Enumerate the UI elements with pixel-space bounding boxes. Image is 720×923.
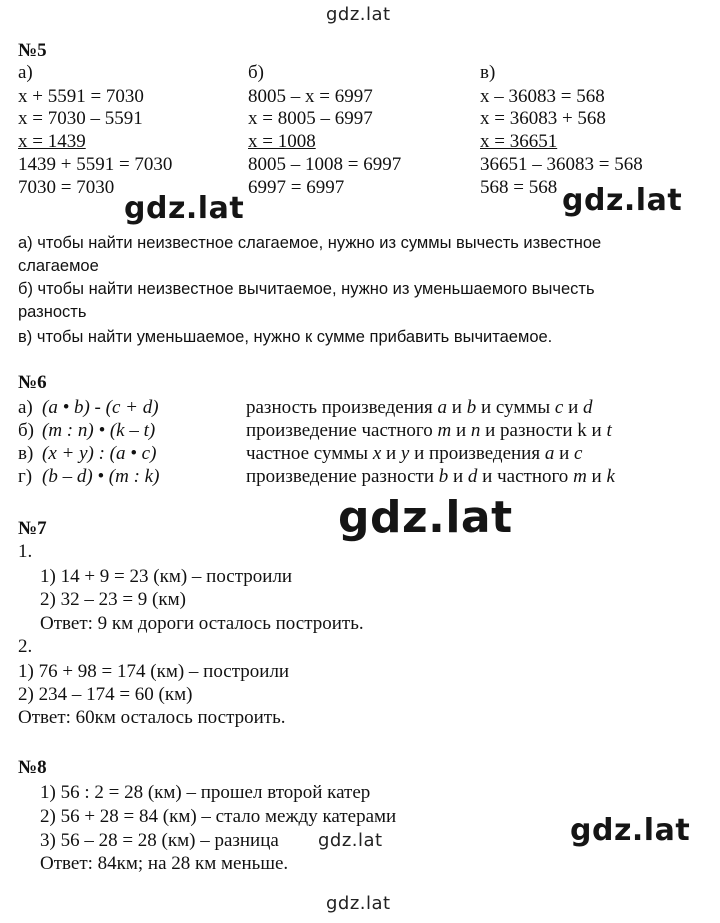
expression-description: произведение разности b и d и частного m и k xyxy=(246,466,615,487)
solution-step: 2) 234 – 174 = 60 (км) xyxy=(18,684,193,705)
solution-step: 2) 32 – 23 = 9 (км) xyxy=(40,589,186,610)
rule-line: б) чтобы найти неизвестное вычитаемое, нужно из уменьшаемого вычесть xyxy=(18,280,595,298)
equation-check: 568 = 568 xyxy=(480,177,558,198)
equation-answer: x = 1439 xyxy=(18,131,86,152)
equation-answer: x = 36651 xyxy=(480,131,558,152)
solution-step: 1) 56 : 2 = 28 (км) – прошел второй катер xyxy=(40,782,371,803)
part-label: 2. xyxy=(18,636,33,657)
equation-line: x + 5591 = 7030 xyxy=(18,86,144,107)
watermark-right: gdz.lat xyxy=(562,183,683,218)
row-label: в) xyxy=(18,443,34,464)
solution-step: 1) 76 + 98 = 174 (км) – построили xyxy=(18,661,290,682)
watermark-center: gdz.lat xyxy=(338,492,513,543)
watermark-top: gdz.lat xyxy=(326,4,391,25)
watermark-inline: gdz.lat xyxy=(318,830,383,851)
task-7-title: №7 xyxy=(18,518,47,539)
expression: (b – d) • (m : k) xyxy=(42,466,160,487)
row-label: б) xyxy=(18,420,34,441)
watermark-right-bottom: gdz.lat xyxy=(570,813,691,848)
equation-check: 8005 – 1008 = 6997 xyxy=(248,154,402,175)
watermark-bottom: gdz.lat xyxy=(326,893,391,914)
part-label: 1. xyxy=(18,541,33,562)
equation-check: 36651 – 36083 = 568 xyxy=(480,154,643,175)
row-label: г) xyxy=(18,466,33,487)
equation-line: x = 8005 – 6997 xyxy=(248,108,373,129)
expression-description: разность произведения a и b и суммы c и d xyxy=(246,397,593,418)
equation-line: 8005 – x = 6997 xyxy=(248,86,373,107)
expression: (m : n) • (k – t) xyxy=(42,420,156,441)
solution-step: 3) 56 – 28 = 28 (км) – разница xyxy=(40,830,279,851)
expression-description: произведение частного m и n и разности k и t xyxy=(246,420,612,441)
expression: (a • b) - (c + d) xyxy=(42,397,159,418)
row-label: а) xyxy=(18,397,33,418)
equation-line: x – 36083 = 568 xyxy=(480,86,605,107)
equation-line: x = 7030 – 5591 xyxy=(18,108,143,129)
solution-step: 2) 56 + 28 = 84 (км) – стало между катерами xyxy=(40,806,397,827)
column-label: а) xyxy=(18,62,33,83)
rule-line: разность xyxy=(18,303,87,321)
equation-check: 1439 + 5591 = 7030 xyxy=(18,154,173,175)
equation-line: x = 36083 + 568 xyxy=(480,108,606,129)
equation-check: 7030 = 7030 xyxy=(18,177,115,198)
solution-answer: Ответ: 9 км дороги осталось построить. xyxy=(40,613,364,634)
rule-line: слагаемое xyxy=(18,257,99,275)
task-5-title: №5 xyxy=(18,40,47,61)
watermark-left: gdz.lat xyxy=(124,191,245,226)
equation-check: 6997 = 6997 xyxy=(248,177,345,198)
equation-answer: x = 1008 xyxy=(248,131,316,152)
task-8-title: №8 xyxy=(18,757,47,778)
task-6-title: №6 xyxy=(18,372,47,393)
solution-answer: Ответ: 60км осталось построить. xyxy=(18,707,286,728)
expression: (x + y) : (a • c) xyxy=(42,443,157,464)
expression-description: частное суммы x и y и произведения a и c xyxy=(246,443,583,464)
column-label: в) xyxy=(480,62,496,83)
rule-line: а) чтобы найти неизвестное слагаемое, нужно из суммы вычесть известное xyxy=(18,234,602,252)
column-label: б) xyxy=(248,62,264,83)
rule-line: в) чтобы найти уменьшаемое, нужно к сумме прибавить вычитаемое. xyxy=(18,328,553,346)
solution-answer: Ответ: 84км; на 28 км меньше. xyxy=(40,853,289,874)
solution-step: 1) 14 + 9 = 23 (км) – построили xyxy=(40,566,293,587)
